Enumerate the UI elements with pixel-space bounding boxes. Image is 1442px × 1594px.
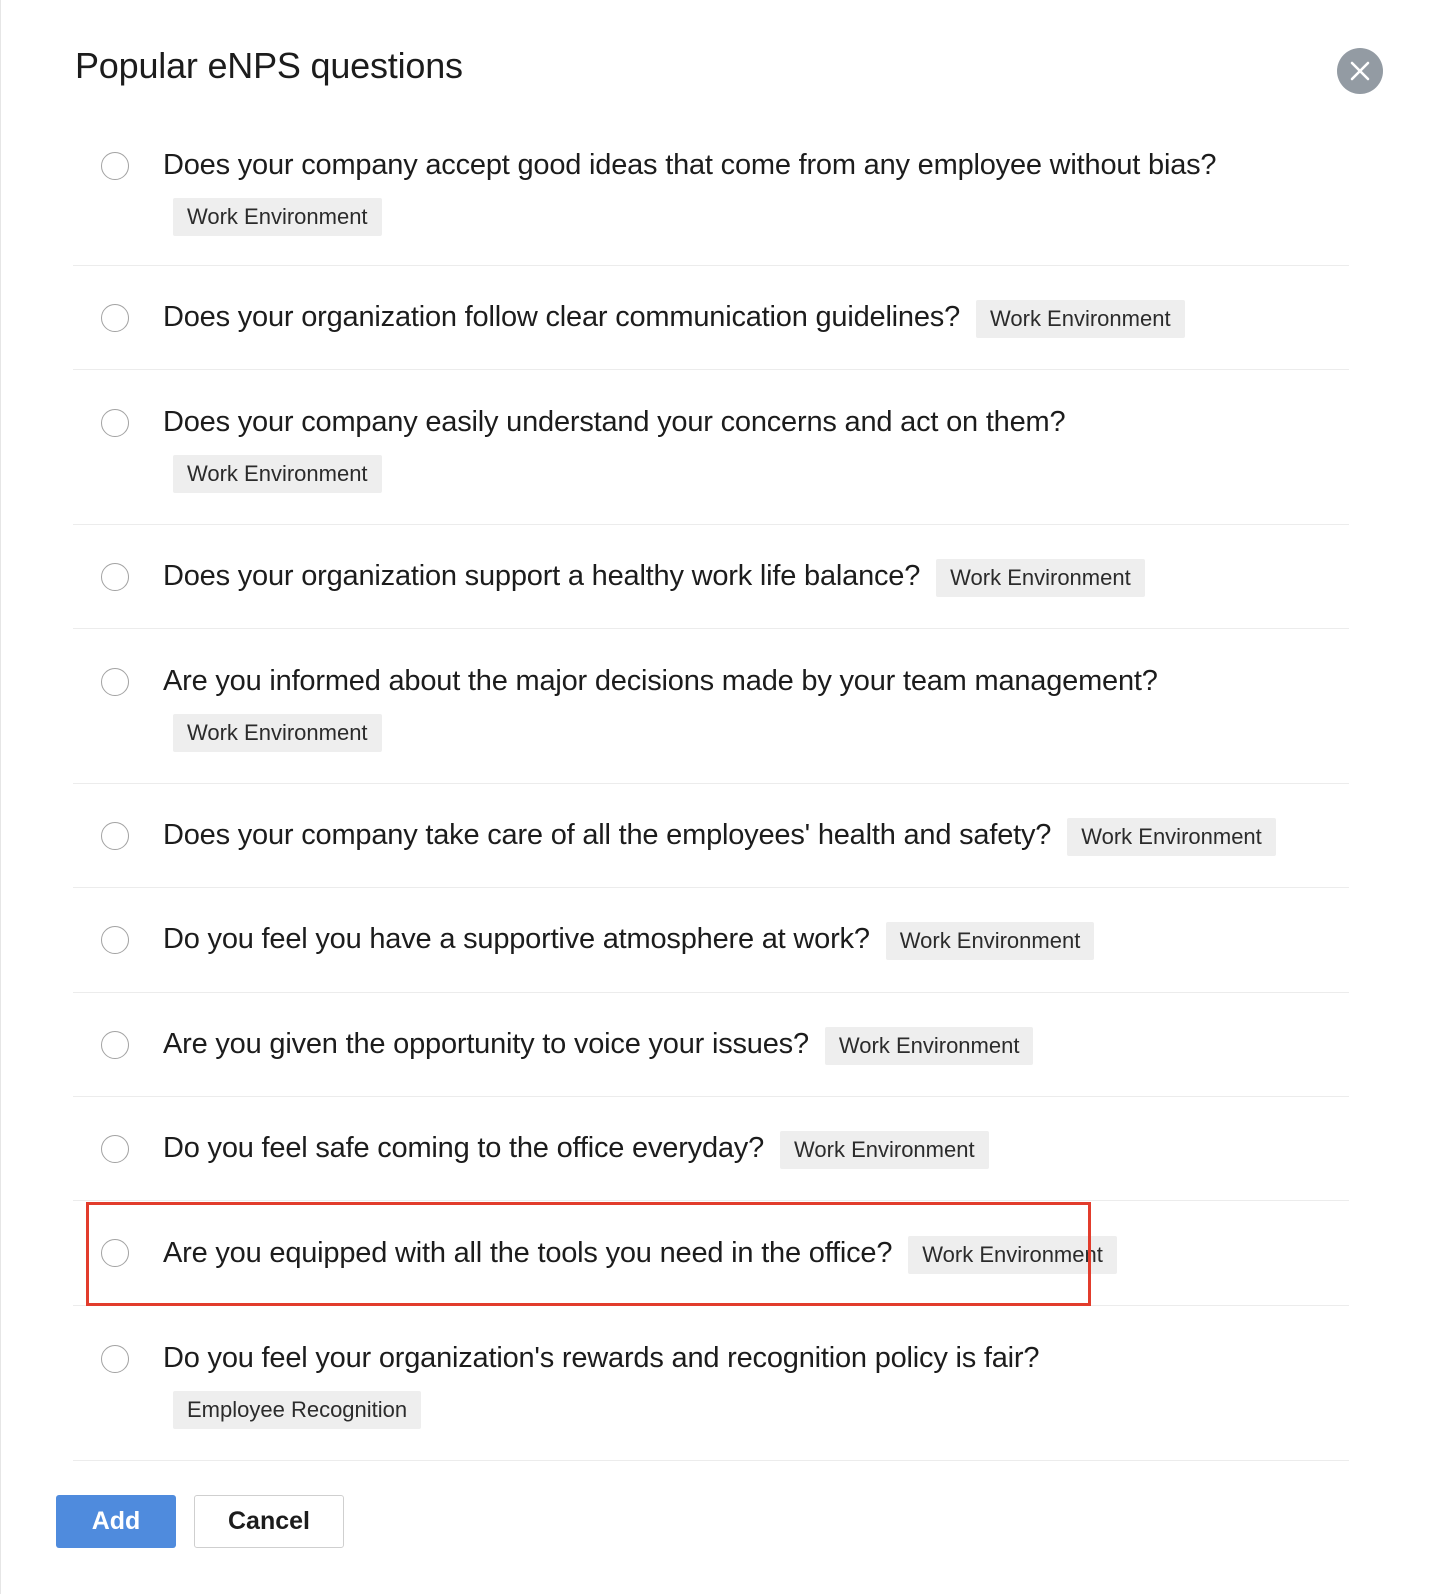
question-radio[interactable] [101,1031,129,1059]
question-text: Does your company take care of all the employees' health and safety? [163,819,1052,851]
category-tag: Work Environment [173,455,382,493]
question-row[interactable] [73,993,1349,1097]
question-radio[interactable] [101,1135,129,1163]
question-row[interactable] [73,1201,1349,1306]
close-button[interactable] [1337,48,1383,94]
question-radio[interactable] [101,563,129,591]
question-row[interactable] [73,525,1349,629]
category-tag: Work Environment [886,922,1095,960]
question-row[interactable] [73,1097,1349,1201]
question-radio[interactable] [101,1239,129,1267]
question-text: Are you informed about the major decisions made by your team management? [163,665,1158,697]
category-tag: Work Environment [908,1236,1117,1274]
category-tag: Work Environment [173,714,382,752]
dialog-footer [56,1495,344,1548]
category-tag: Work Environment [1067,818,1276,856]
add-button[interactable]: Add [56,1495,176,1548]
question-row[interactable] [73,370,1349,525]
question-text: Does your organization support a healthy work life balance? [163,560,921,592]
question-row[interactable] [73,888,1349,993]
question-row[interactable] [73,266,1349,370]
question-row[interactable] [73,111,1349,266]
close-icon [1349,60,1371,82]
category-tag: Work Environment [976,300,1185,338]
question-text: Does your company easily understand your concerns and act on them? [163,406,1066,438]
category-tag: Work Environment [780,1131,989,1169]
category-tag: Work Environment [936,559,1145,597]
question-text: Are you given the opportunity to voice your issues? [163,1028,809,1060]
category-tag: Work Environment [173,198,382,236]
question-text: Do you feel your organization's rewards and recognition policy is fair? [163,1342,1040,1374]
question-radio[interactable] [101,926,129,954]
question-radio[interactable] [101,409,129,437]
question-radio[interactable] [101,822,129,850]
question-list [73,111,1349,1461]
question-text: Do you feel safe coming to the office everyday? [163,1132,765,1164]
cancel-button[interactable]: Cancel [194,1495,344,1548]
question-text: Are you equipped with all the tools you need in the office? [163,1237,893,1269]
dialog-title: Popular eNPS questions [75,45,463,86]
question-radio[interactable] [101,152,129,180]
question-row[interactable] [73,629,1349,784]
question-text: Do you feel you have a supportive atmosphere at work? [163,923,870,955]
category-tag: Employee Recognition [173,1391,421,1429]
question-radio[interactable] [101,304,129,332]
question-row[interactable] [73,784,1349,888]
question-radio[interactable] [101,1345,129,1373]
question-radio[interactable] [101,668,129,696]
question-text: Does your company accept good ideas that come from any employee without bias? [163,149,1217,181]
question-text: Does your organization follow clear communication guidelines? [163,301,961,333]
question-row[interactable] [73,1306,1349,1461]
category-tag: Work Environment [825,1027,1034,1065]
